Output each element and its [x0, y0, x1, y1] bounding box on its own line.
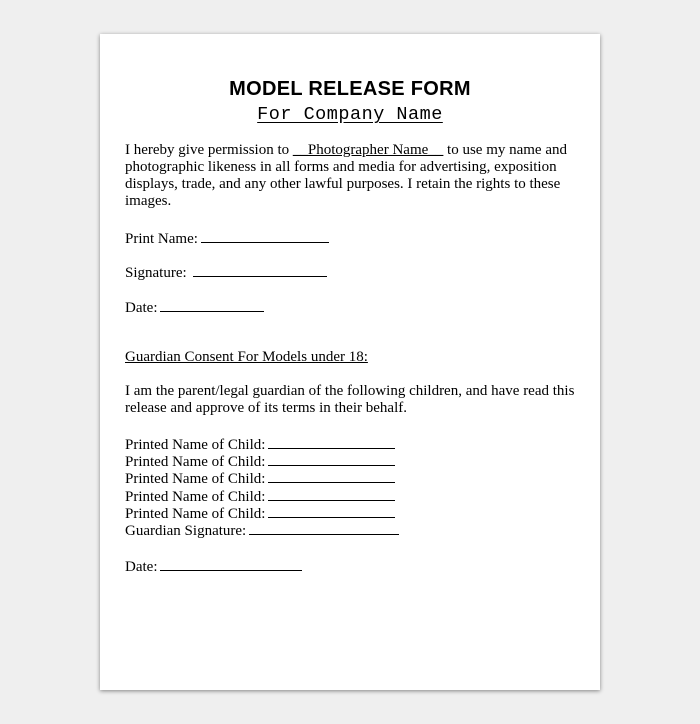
permission-paragraph: [125, 142, 585, 210]
guardian-date-line: [160, 557, 302, 571]
permission-text-start: I hereby give permission to: [125, 142, 293, 158]
child-name-line: [268, 487, 395, 501]
print-name-label: Print Name:: [125, 231, 198, 247]
guardian-signature-label: Guardian Signature:: [125, 522, 247, 539]
permission-text-end: to use my name and photographic likeness in all forms and media for advertising, exposition displays, trade, and any other lawful purposes. I retain the rights to these images.: [125, 142, 568, 209]
guardian-signature-row: [125, 521, 399, 538]
photographer-name-field: __Photographer Name__: [292, 142, 444, 158]
child-name-row: [125, 469, 399, 486]
signature-line: [193, 263, 327, 277]
child-name-row: [125, 487, 399, 504]
document-page: [100, 34, 600, 690]
child-name-label: Printed Name of Child:: [125, 505, 266, 522]
child-names-list: [125, 435, 399, 538]
signature-row: [125, 263, 327, 282]
form-title: MODEL RELEASE FORM: [229, 78, 471, 100]
child-name-line: [268, 469, 395, 483]
child-name-label: Printed Name of Child:: [125, 454, 266, 471]
date-line: [160, 298, 264, 312]
child-name-line: [268, 452, 395, 466]
guardian-signature-line: [249, 521, 399, 535]
child-name-label: Printed Name of Child:: [125, 471, 266, 488]
guardian-date-label: Date:: [125, 559, 158, 575]
company-name-subtitle: For Company Name: [257, 104, 443, 125]
child-name-row: [125, 452, 399, 469]
child-name-line: [268, 435, 395, 449]
print-name-row: [125, 229, 329, 248]
child-name-row: [125, 504, 399, 521]
guardian-date-row: [125, 557, 302, 576]
child-name-label: Printed Name of Child:: [125, 437, 266, 453]
print-name-line: [201, 229, 329, 243]
date-label: Date:: [125, 300, 158, 316]
child-name-label: Printed Name of Child:: [125, 488, 266, 505]
guardian-consent-heading: Guardian Consent For Models under 18:: [125, 349, 368, 365]
date-row: [125, 298, 264, 317]
child-name-row: [125, 435, 399, 452]
guardian-statement: I am the parent/legal guardian of the following children, and have read this release and approve of its terms in their behalf.: [125, 383, 575, 416]
child-name-line: [268, 504, 395, 518]
signature-label: Signature:: [125, 265, 187, 281]
